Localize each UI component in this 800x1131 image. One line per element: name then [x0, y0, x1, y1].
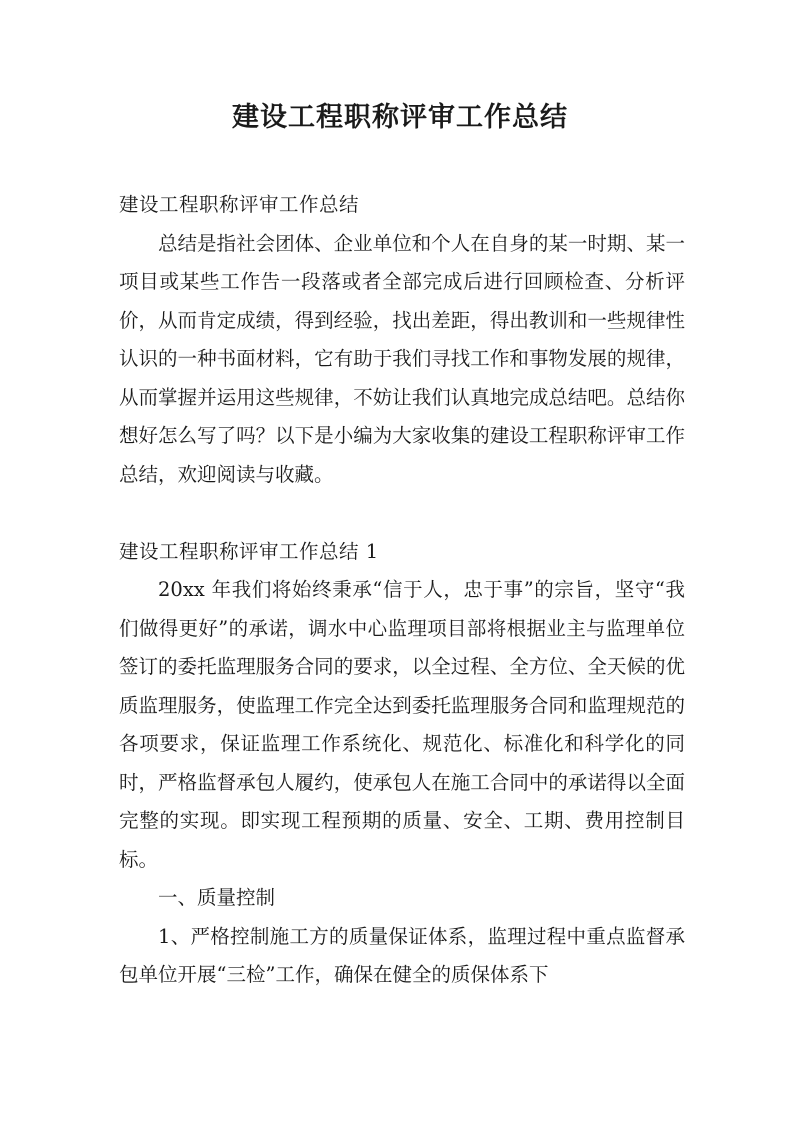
section-spacer	[119, 494, 685, 533]
subsection-heading: 一、质量控制	[158, 886, 276, 909]
section1-paragraph: 20xx 年我们将始终秉承“信于人，忠于事”的宗旨，坚守“我们做得更好”的承诺，调水中心监理项目部将根据业主与监理单位签订的委托监理服务合同的要求，以全过程、全方位、全天候的优质监理服务，使监理工作完全达到委托监理服务合同和监理规范的各项要求，保证监理工作系统化、规范化、标准化和科学化的同时，严格监督承包人履约，使承包人在施工合同中的承诺得以全面完整的实现。即实现工程预期的质量、安全、工期、费用控制目标。	[119, 578, 685, 871]
intro-heading: 建设工程职称评审工作总结	[119, 193, 360, 216]
document-body	[119, 186, 685, 995]
intro-paragraph: 总结是指社会团体、企业单位和个人在自身的某一时期、某一项目或某些工作告一段落或者全部完成后进行回顾检查、分析评价，从而肯定成绩，得到经验，找出差距，得出教训和一些规律性认识的一种书面材料，它有助于我们寻找工作和事物发展的规律，从而掌握并运用这些规律，不妨让我们认真地完成总结吧。总结你想好怎么写了吗？以下是小编为大家收集的建设工程职称评审工作总结，欢迎阅读与收藏。	[119, 231, 685, 486]
section1-heading: 建设工程职称评审工作总结 1	[119, 539, 379, 563]
subsection-paragraph: 1、严格控制施工方的质量保证体系，监理过程中重点监督承包单位开展“三检”工作，确保在健全的质保体系下	[119, 924, 685, 986]
document-title: 建设工程职称评审工作总结	[232, 102, 568, 133]
